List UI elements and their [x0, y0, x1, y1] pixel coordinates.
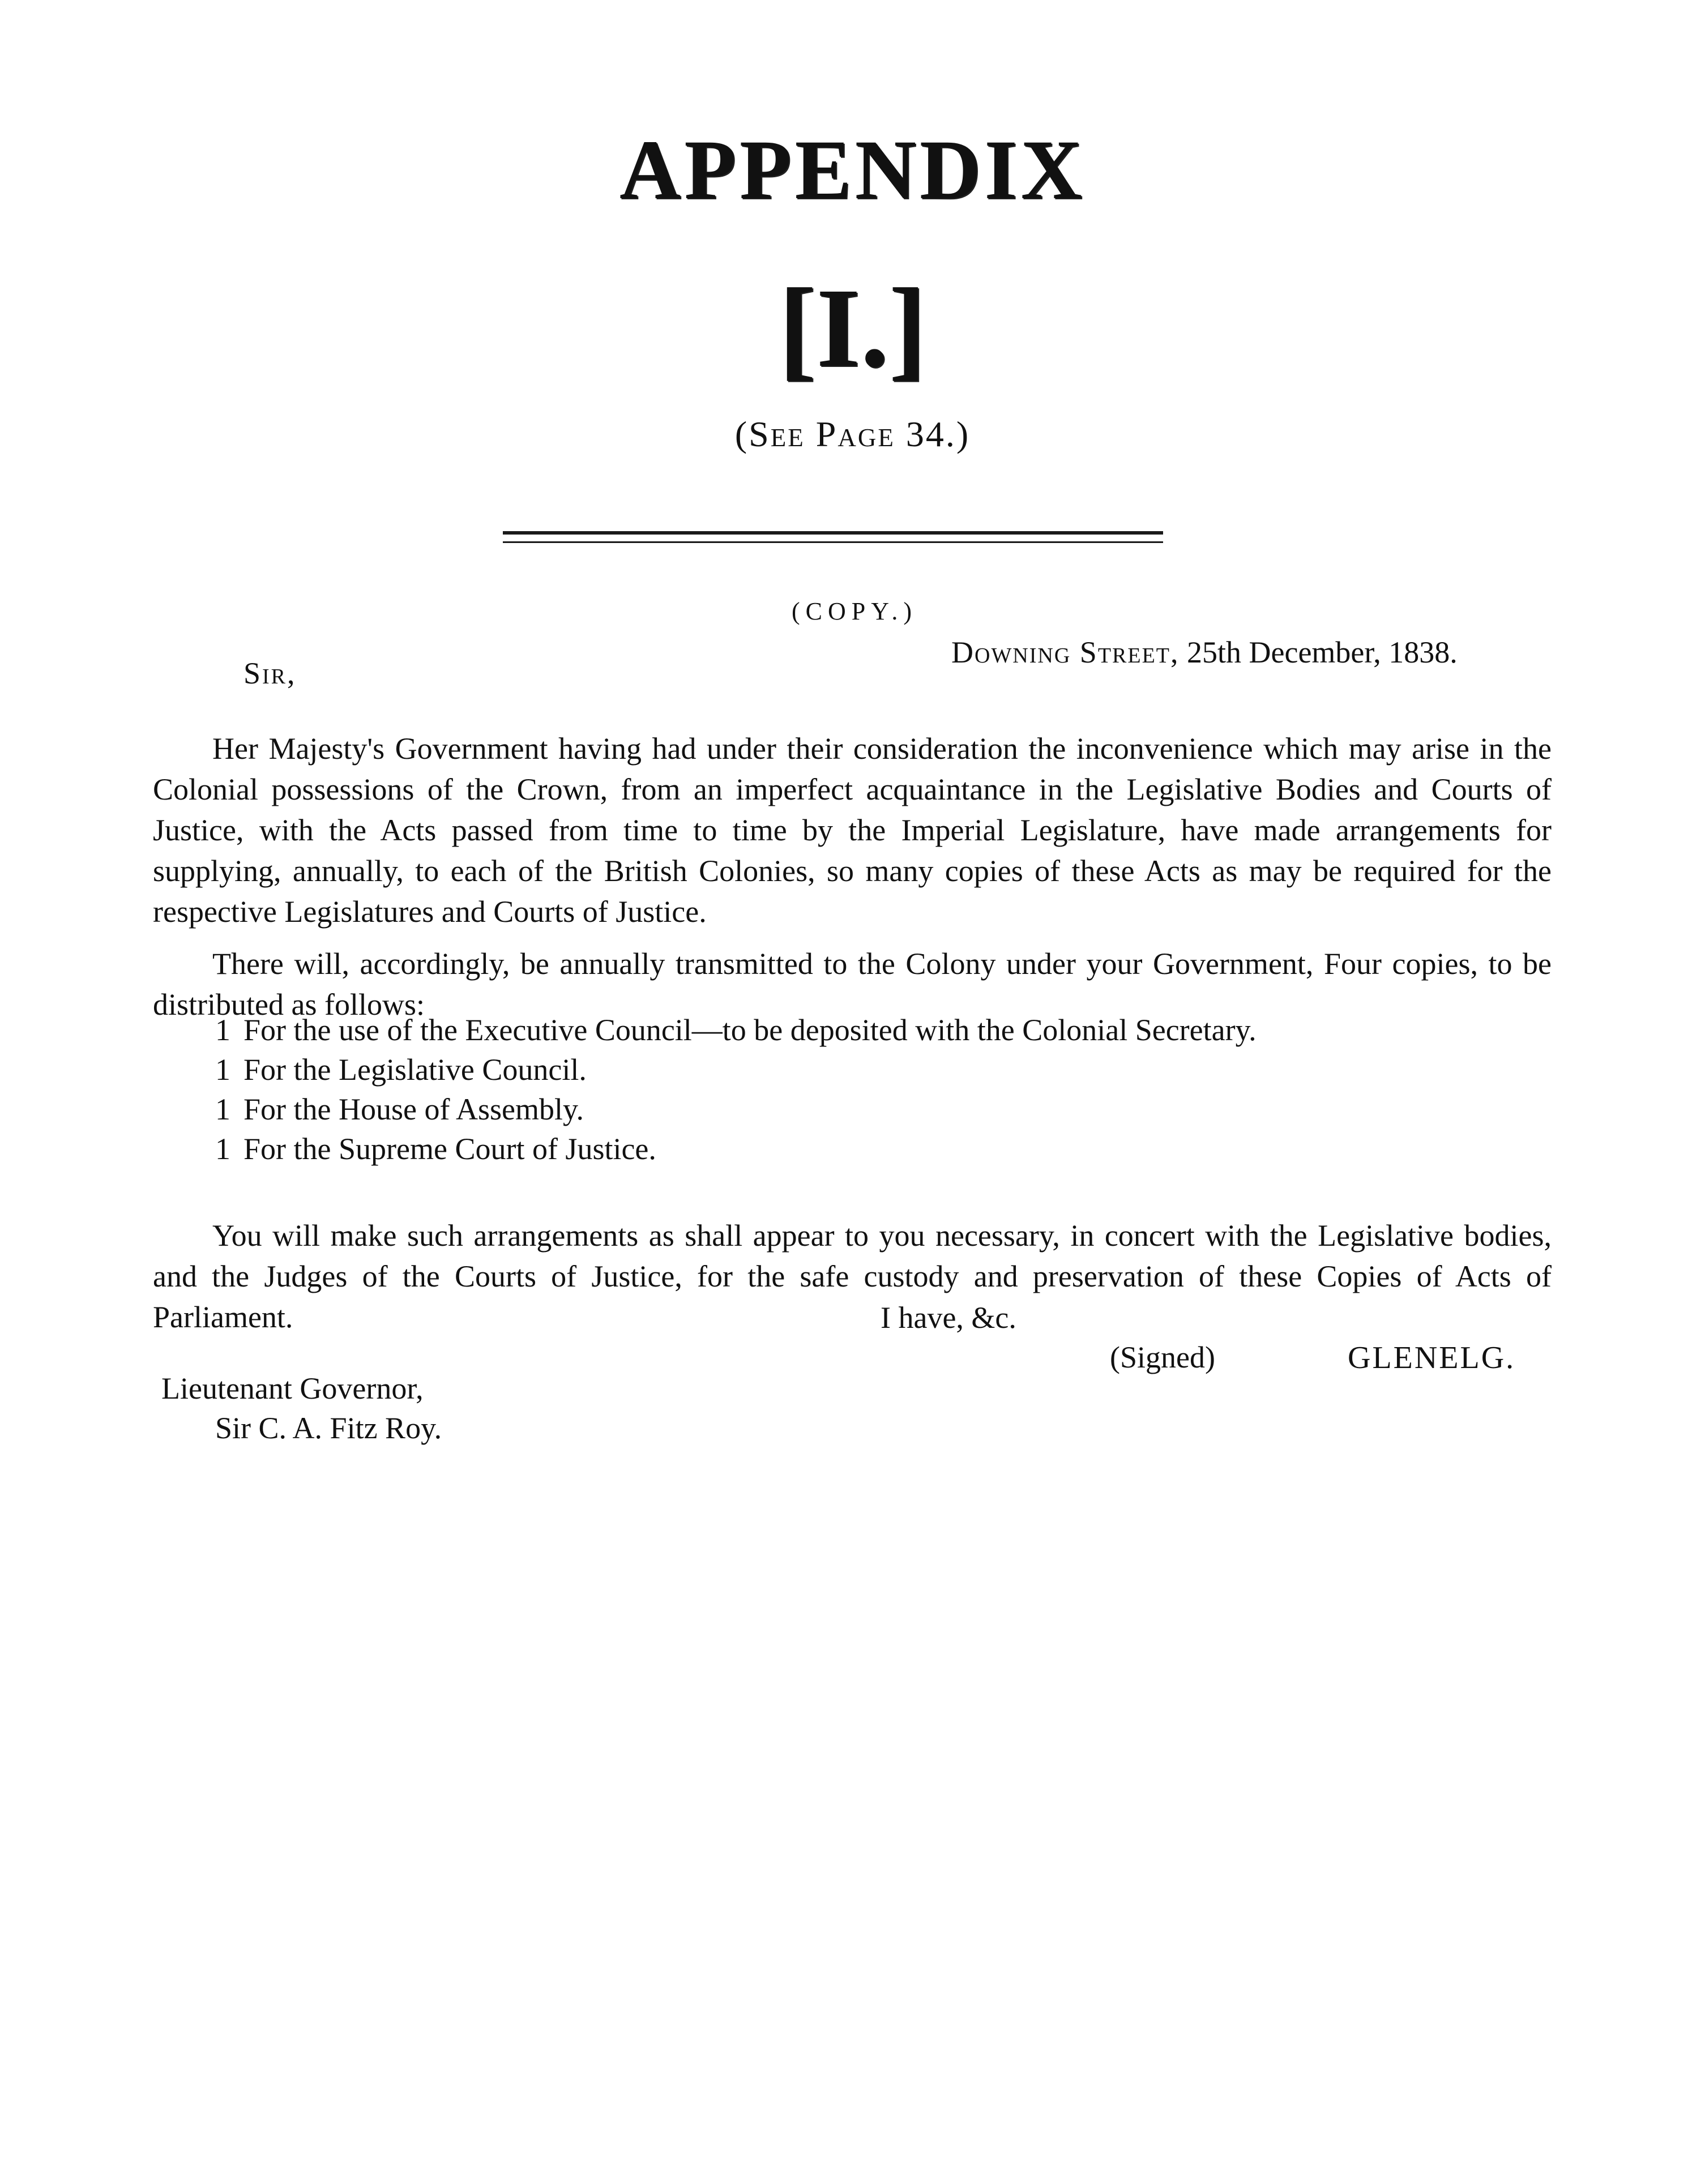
- paragraph-intro: Her Majesty's Government having had under their consideration the inconvenience which may arise in the Colonial possessions of the Crown, from an imperfect acquaintance in the Legislative Bodies and Courts of Justice, with the Acts passed from time to time by the Imperial Legislature, have made arrangements for supplying, annually, to each of the British Colonies, so many copies of these Acts as may be required for the respective Legislatures and Courts of Justice.: [153, 732, 1552, 929]
- list-item-text: For the Supreme Court of Justice.: [243, 1132, 656, 1166]
- list-item-count: 1: [215, 1132, 230, 1166]
- signatory: GLENELG.: [1348, 1340, 1516, 1375]
- addressee-name: Sir C. A. Fitz Roy.: [215, 1411, 442, 1445]
- list-item-text: For the use of the Executive Council—to be deposited with the Colonial Secretary.: [243, 1013, 1257, 1047]
- paragraph-distribution: There will, accordingly, be annually transmitted to the Colony under your Government, Four copies, to be distributed as follows:: [153, 947, 1552, 1022]
- list-item-count: 1: [215, 1053, 230, 1087]
- list-item-count: 1: [215, 1092, 230, 1126]
- appendix-title: APPENDIX: [619, 123, 1086, 217]
- signed-label: (Signed): [1110, 1340, 1215, 1374]
- list-item: [215, 1094, 584, 1125]
- salutation: Sir,: [243, 656, 297, 690]
- list-item-text: For the Legislative Council.: [243, 1053, 587, 1087]
- dateline: [951, 637, 1458, 668]
- list-item: [215, 1134, 656, 1164]
- list-item: [215, 1054, 587, 1085]
- paragraph-arrangements: You will make such arrangements as shall appear to you necessary, in concert with the Legislative bodies, and the Judges of the Courts of Justice, for the safe custody and preservation of these Copies of Acts of Parliament.: [153, 1219, 1552, 1334]
- appendix-numeral: [I.]: [778, 266, 927, 391]
- list-item-text: For the House of Assembly.: [243, 1092, 584, 1126]
- double-rule-top: [503, 531, 1163, 535]
- closing: I have, &c.: [881, 1301, 1016, 1335]
- dateline-place: Downing Street,: [951, 635, 1180, 669]
- copy-label: (COPY.): [792, 597, 918, 625]
- double-rule-bottom: [503, 541, 1163, 543]
- see-page-reference: (See Page 34.): [734, 414, 971, 454]
- dateline-date: 25th December, 1838.: [1187, 635, 1458, 669]
- addressee-title: Lieutenant Governor,: [161, 1371, 424, 1405]
- list-item-count: 1: [215, 1013, 230, 1047]
- list-item: [215, 1015, 1257, 1045]
